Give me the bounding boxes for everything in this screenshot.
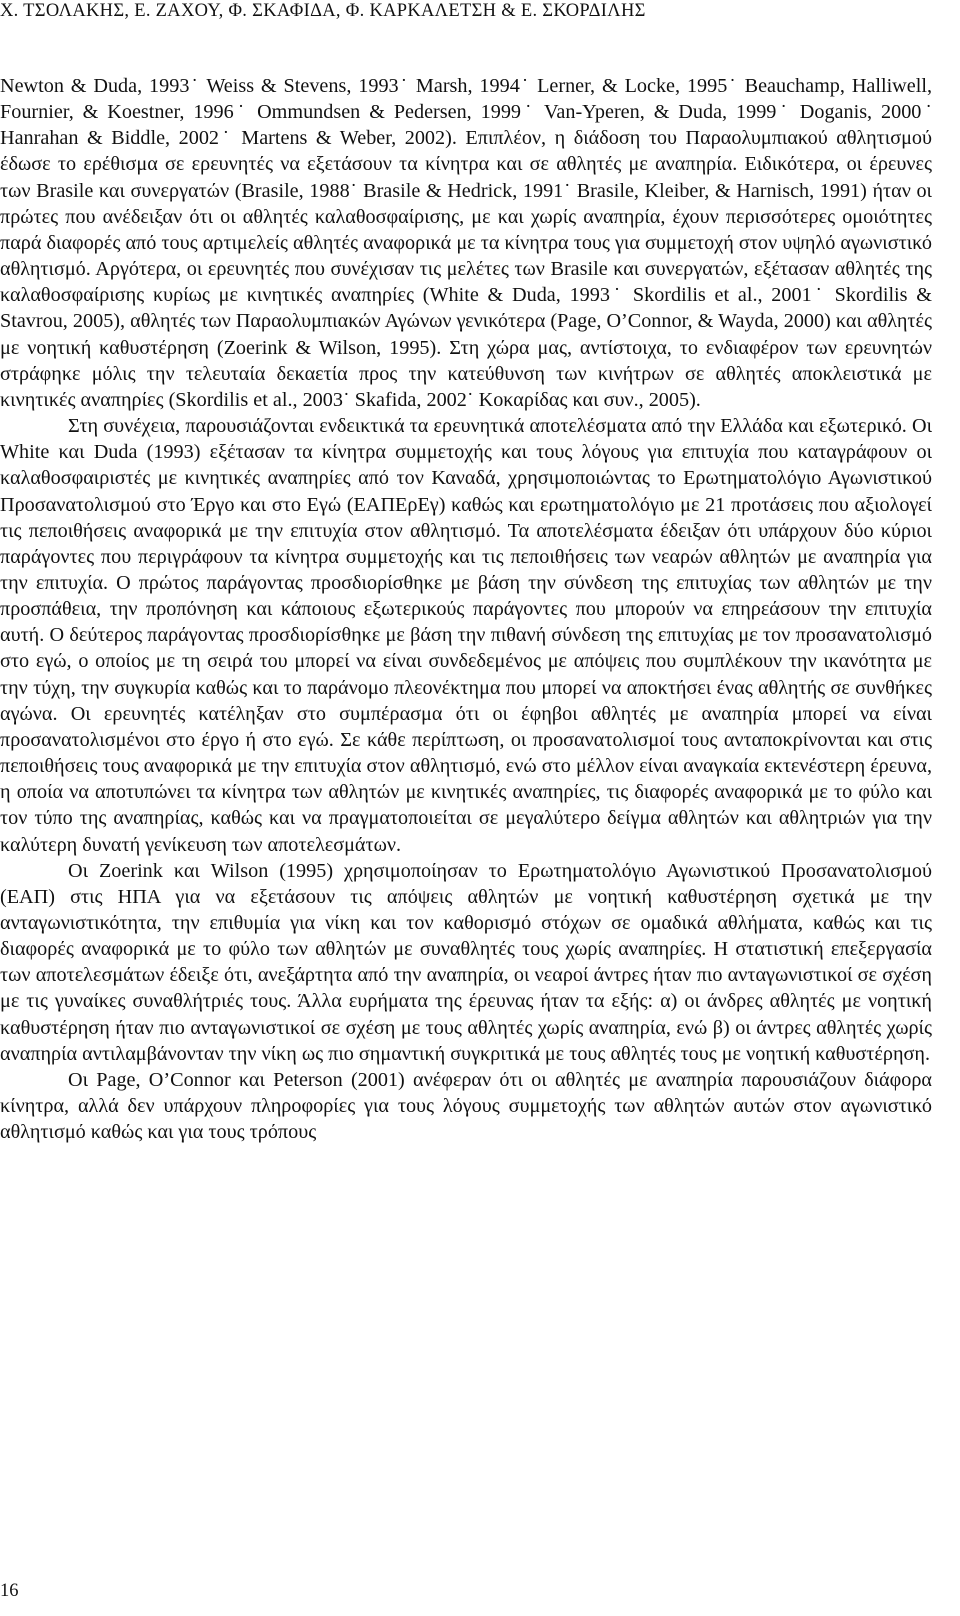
- paragraph: Οι Page, O’Connor και Peterson (2001) ανέφεραν ότι οι αθλητές με αναπηρία παρουσιάζουν διάφορα κίνητρα, αλλά δεν υπάρχουν πληροφορίες για τους λόγους συμμετοχής των αθλητών αυτών στον αγωνιστικό αθλητισμό καθώς και για τους τρόπους: [0, 1068, 932, 1144]
- paragraph: Στη συνέχεια, παρουσιάζονται ενδεικτικά τα ερευνητικά αποτελέσματα από την Ελλάδα και εξωτερικό. Οι White και Duda (1993) εξέτασαν τα κίνητρα συμμετοχής και τους λόγους για επιτυχία που καταγράφουν οι καλαθοσφαιριστές με κινητικές αναπηρίες από τον Καναδά, χρησιμοποιώντας το Ερωτηματολόγιο Αγωνιστικού Προσανατολισμού στο Έργο και στο Εγώ (ΕΑΠΕρΕγ) καθώς και ερωτηματολόγιο με 21 προτάσεις που αξιολογεί τις πεποιθήσεις αναφορικά με την επιτυχία στον αθλητισμό. Τα αποτελέσματα έδειξαν ότι υπάρχουν δύο κύριοι παράγοντες που περιγράφουν τα κίνητρα συμμετοχής και τις πεποιθήσεις των νεαρών αθλητών με αναπηρία για την επιτυχία. Ο πρώτος παράγοντας προσδιορίσθηκε με βάση την σύνδεση της επιτυχίας των αθλητών με την προσπάθεια, την προπόνηση και κάποιους εξωτερικούς παράγοντες που μπορούν να επηρεάσουν την επιτυχία αυτή. Ο δεύτερος παράγοντας προσδιορίσθηκε με βάση την πιθανή σύνδεση της επιτυχίας με τον προσανατολισμό στο εγώ, ο οποίος με τη σειρά του μπορεί να είναι συνδεδεμένος με απόψεις που συμπλέκουν την ικανότητα με την τύχη, την συγκυρία καθώς και το παράνομο πλεονέκτημα που μπορεί να αποκτήσει ένας αθλητής σε συνθήκες αγώνα. Οι ερευνητές κατέληξαν στο συμπέρασμα ότι οι έφηβοι αθλητές με αναπηρία μπορεί να είναι προσανατολισμένοι στο έργο ή στο εγώ. Σε κάθε περίπτωση, οι προσανατολισμοί τους ανταποκρίνονται και στις πεποιθήσεις τους αναφορικά με την επιτυχία στον αθλητισμό, ενώ στο μέλλον είναι αναγκαία εκτενέστερη έρευνα, η οποία να αποτυπώνει τα κίνητρα των αθλητών με κινητικές αναπηρίες, τις διαφορές αναφορικά με το φύλο και τον τύπο της αναπηρίας, καθώς και να πραγματοποιείται σε μεγαλύτερο δείγμα αθλητών και αθλητριών για την καλύτερη δυνατή γενίκευση των αποτελεσμάτων.: [0, 415, 932, 856]
- paragraph: Οι Zoerink και Wilson (1995) χρησιμοποίησαν το Ερωτηματολόγιο Αγωνιστικού Προσανατολισμού (ΕΑΠ) στις ΗΠΑ για να εξετάσουν τις απόψεις αθλητών με νοητική καθυστέρηση σχετικά με την ανταγωνιστικότητα, την επιθυμία για νίκη και τον καθορισμό στόχων σε ομαδικά αθλήματα, καθώς και τις διαφορές αναφορικά με το φύλο των αθλητών με συναθλητές τους χωρίς αναπηρίες. Η στατιστική επεξεργασία των αποτελεσμάτων έδειξε ότι, ανεξάρτητα από την αναπηρία, οι νεαροί άντρες ήταν πιο ανταγωνιστικοί σε σχέση με τις γυναίκες συναθλήτριές τους. Άλλα ευρήματα της έρευνας ήταν τα εξής: α) οι άνδρες αθλητές με νοητική καθυστέρηση ήταν πιο ανταγωνιστικοί σε σχέση με τους αθλητές χωρίς αναπηρία, ενώ β) οι άντρες αθλητές χωρίς αναπηρία αντιλαμβάνονταν την νίκη ως πιο σημαντική συγκριτικά με τους αθλητές τους με νοητική καθυστέρηση.: [0, 859, 932, 1065]
- page-number: 16: [0, 1581, 19, 1601]
- running-head: Χ. ΤΣΟΛΑΚΗΣ, Ε. ΖΑΧΟΥ, Φ. ΣΚΑΦΙΔΑ, Φ. ΚΑΡΚΑΛΕΤΣΗ & Ε. ΣΚΟΡΔΙΛΗΣ: [0, 1, 646, 21]
- paragraph-continued: Newton & Duda, 1993˙ Weiss & Stevens, 1993˙ Marsh, 1994˙ Lerner, & Locke, 1995˙ Beauchamp, Halliwell, Fournier, & Koestner, 1996˙ Ommundsen & Pedersen, 1999˙ Van-Yperen, & Duda, 1999˙ Doganis, 2000˙ Hanrahan & Biddle, 2002˙ Martens & Weber, 2002). Επιπλέον, η διάδοση του Παραολυμπιακού αθλητισμού έδωσε το ερέθισμα σε ερευνητές να εξετάσουν τα κίνητρα και σε αθλητές με αναπηρία. Ειδικότερα, οι έρευνες των Brasile και συνεργατών (Brasile, 1988˙ Brasile & Hedrick, 1991˙ Brasile, Kleiber, & Harnisch, 1991) ήταν οι πρώτες που ανέδειξαν ότι οι αθλητές καλαθοσφαίρισης, με και χωρίς αναπηρία, έχουν περισσότερες ομοιότητες παρά διαφορές από τους αρτιμελείς αθλητές αναφορικά με τα κίνητρα τους για συμμετοχή στον υψηλό αγωνιστικό αθλητισμό. Αργότερα, οι ερευνητές που συνέχισαν τις μελέτες των Brasile και συνεργατών, εξέτασαν αθλητές της καλαθοσφαίρισης κυρίως με κινητικές αναπηρίες (White & Duda, 1993˙ Skordilis et al., 2001˙ Skordilis & Stavrou, 2005), αθλητές των Παραολυμπιακών Αγώνων γενικότερα (Page, O’Connor, & Wayda, 2000) και αθλητές με νοητική καθυστέρηση (Zoerink & Wilson, 1995). Στη χώρα μας, αντίστοιχα, το ενδιαφέρον των ερευνητών στράφηκε μόλις την τελευταία δεκαετία προς την κατεύθυνση των κινήτρων σε αθλητές αποκλειστικά με κινητικές αναπηρίες (Skordilis et al., 2003˙ Skafida, 2002˙ Κοκαρίδας και συν., 2005).: [0, 75, 932, 411]
- article-body: [0, 73, 932, 1145]
